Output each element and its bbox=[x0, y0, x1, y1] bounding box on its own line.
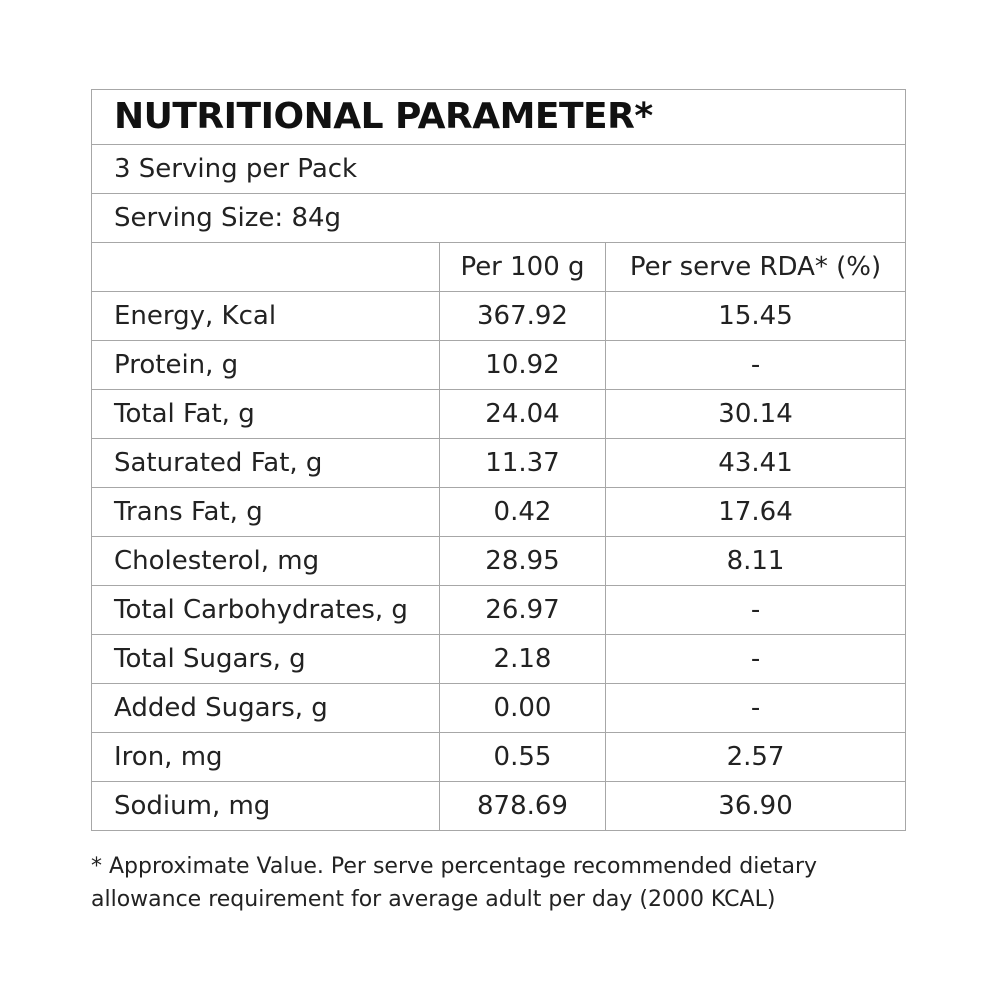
table-row bbox=[92, 537, 906, 586]
per-100g-value: 0.00 bbox=[440, 684, 606, 733]
per-100g-value: 10.92 bbox=[440, 341, 606, 390]
table-row bbox=[92, 390, 906, 439]
nutrient-name: Sodium, mg bbox=[92, 782, 440, 831]
nutrient-name: Added Sugars, g bbox=[92, 684, 440, 733]
table-row bbox=[92, 488, 906, 537]
title-row bbox=[92, 90, 906, 145]
per-100g-value: 0.55 bbox=[440, 733, 606, 782]
rda-value: 30.14 bbox=[606, 390, 906, 439]
servings-row bbox=[92, 145, 906, 194]
nutrient-name: Energy, Kcal bbox=[92, 292, 440, 341]
per-100g-column-header: Per 100 g bbox=[440, 243, 606, 292]
table-row bbox=[92, 635, 906, 684]
footnote-line-2: allowance requirement for average adult per day (2000 KCAL) bbox=[91, 887, 776, 912]
per-100g-value: 878.69 bbox=[440, 782, 606, 831]
nutrient-name: Total Sugars, g bbox=[92, 635, 440, 684]
rda-value: - bbox=[606, 684, 906, 733]
nutrient-column-header bbox=[92, 243, 440, 292]
per-100g-value: 2.18 bbox=[440, 635, 606, 684]
rda-value: - bbox=[606, 635, 906, 684]
table-row bbox=[92, 586, 906, 635]
rda-value: 2.57 bbox=[606, 733, 906, 782]
nutrient-name: Cholesterol, mg bbox=[92, 537, 440, 586]
nutrient-name: Total Fat, g bbox=[92, 390, 440, 439]
per-100g-value: 0.42 bbox=[440, 488, 606, 537]
serving-size-row bbox=[92, 194, 906, 243]
rda-value: 17.64 bbox=[606, 488, 906, 537]
table-title: NUTRITIONAL PARAMETER* bbox=[92, 90, 906, 145]
nutrition-table bbox=[91, 89, 906, 831]
per-100g-value: 26.97 bbox=[440, 586, 606, 635]
column-header-row bbox=[92, 243, 906, 292]
per-100g-value: 11.37 bbox=[440, 439, 606, 488]
nutrient-name: Saturated Fat, g bbox=[92, 439, 440, 488]
per-100g-value: 24.04 bbox=[440, 390, 606, 439]
rda-value: - bbox=[606, 586, 906, 635]
rda-column-header: Per serve RDA* (%) bbox=[606, 243, 906, 292]
table-row bbox=[92, 439, 906, 488]
rda-value: 15.45 bbox=[606, 292, 906, 341]
table-row bbox=[92, 733, 906, 782]
nutrient-name: Total Carbohydrates, g bbox=[92, 586, 440, 635]
nutrition-table-body bbox=[92, 90, 906, 831]
rda-value: 8.11 bbox=[606, 537, 906, 586]
nutrient-name: Protein, g bbox=[92, 341, 440, 390]
nutrition-panel bbox=[91, 89, 905, 831]
rda-value: 36.90 bbox=[606, 782, 906, 831]
nutrient-name: Iron, mg bbox=[92, 733, 440, 782]
nutrient-name: Trans Fat, g bbox=[92, 488, 440, 537]
rda-value: 43.41 bbox=[606, 439, 906, 488]
footnote bbox=[91, 850, 911, 916]
per-100g-value: 367.92 bbox=[440, 292, 606, 341]
table-row bbox=[92, 292, 906, 341]
table-row bbox=[92, 684, 906, 733]
table-row bbox=[92, 782, 906, 831]
rda-value: - bbox=[606, 341, 906, 390]
per-100g-value: 28.95 bbox=[440, 537, 606, 586]
table-row bbox=[92, 341, 906, 390]
servings-per-pack: 3 Serving per Pack bbox=[92, 145, 906, 194]
footnote-line-1: * Approximate Value. Per serve percentage recommended dietary bbox=[91, 854, 818, 879]
serving-size: Serving Size: 84g bbox=[92, 194, 906, 243]
